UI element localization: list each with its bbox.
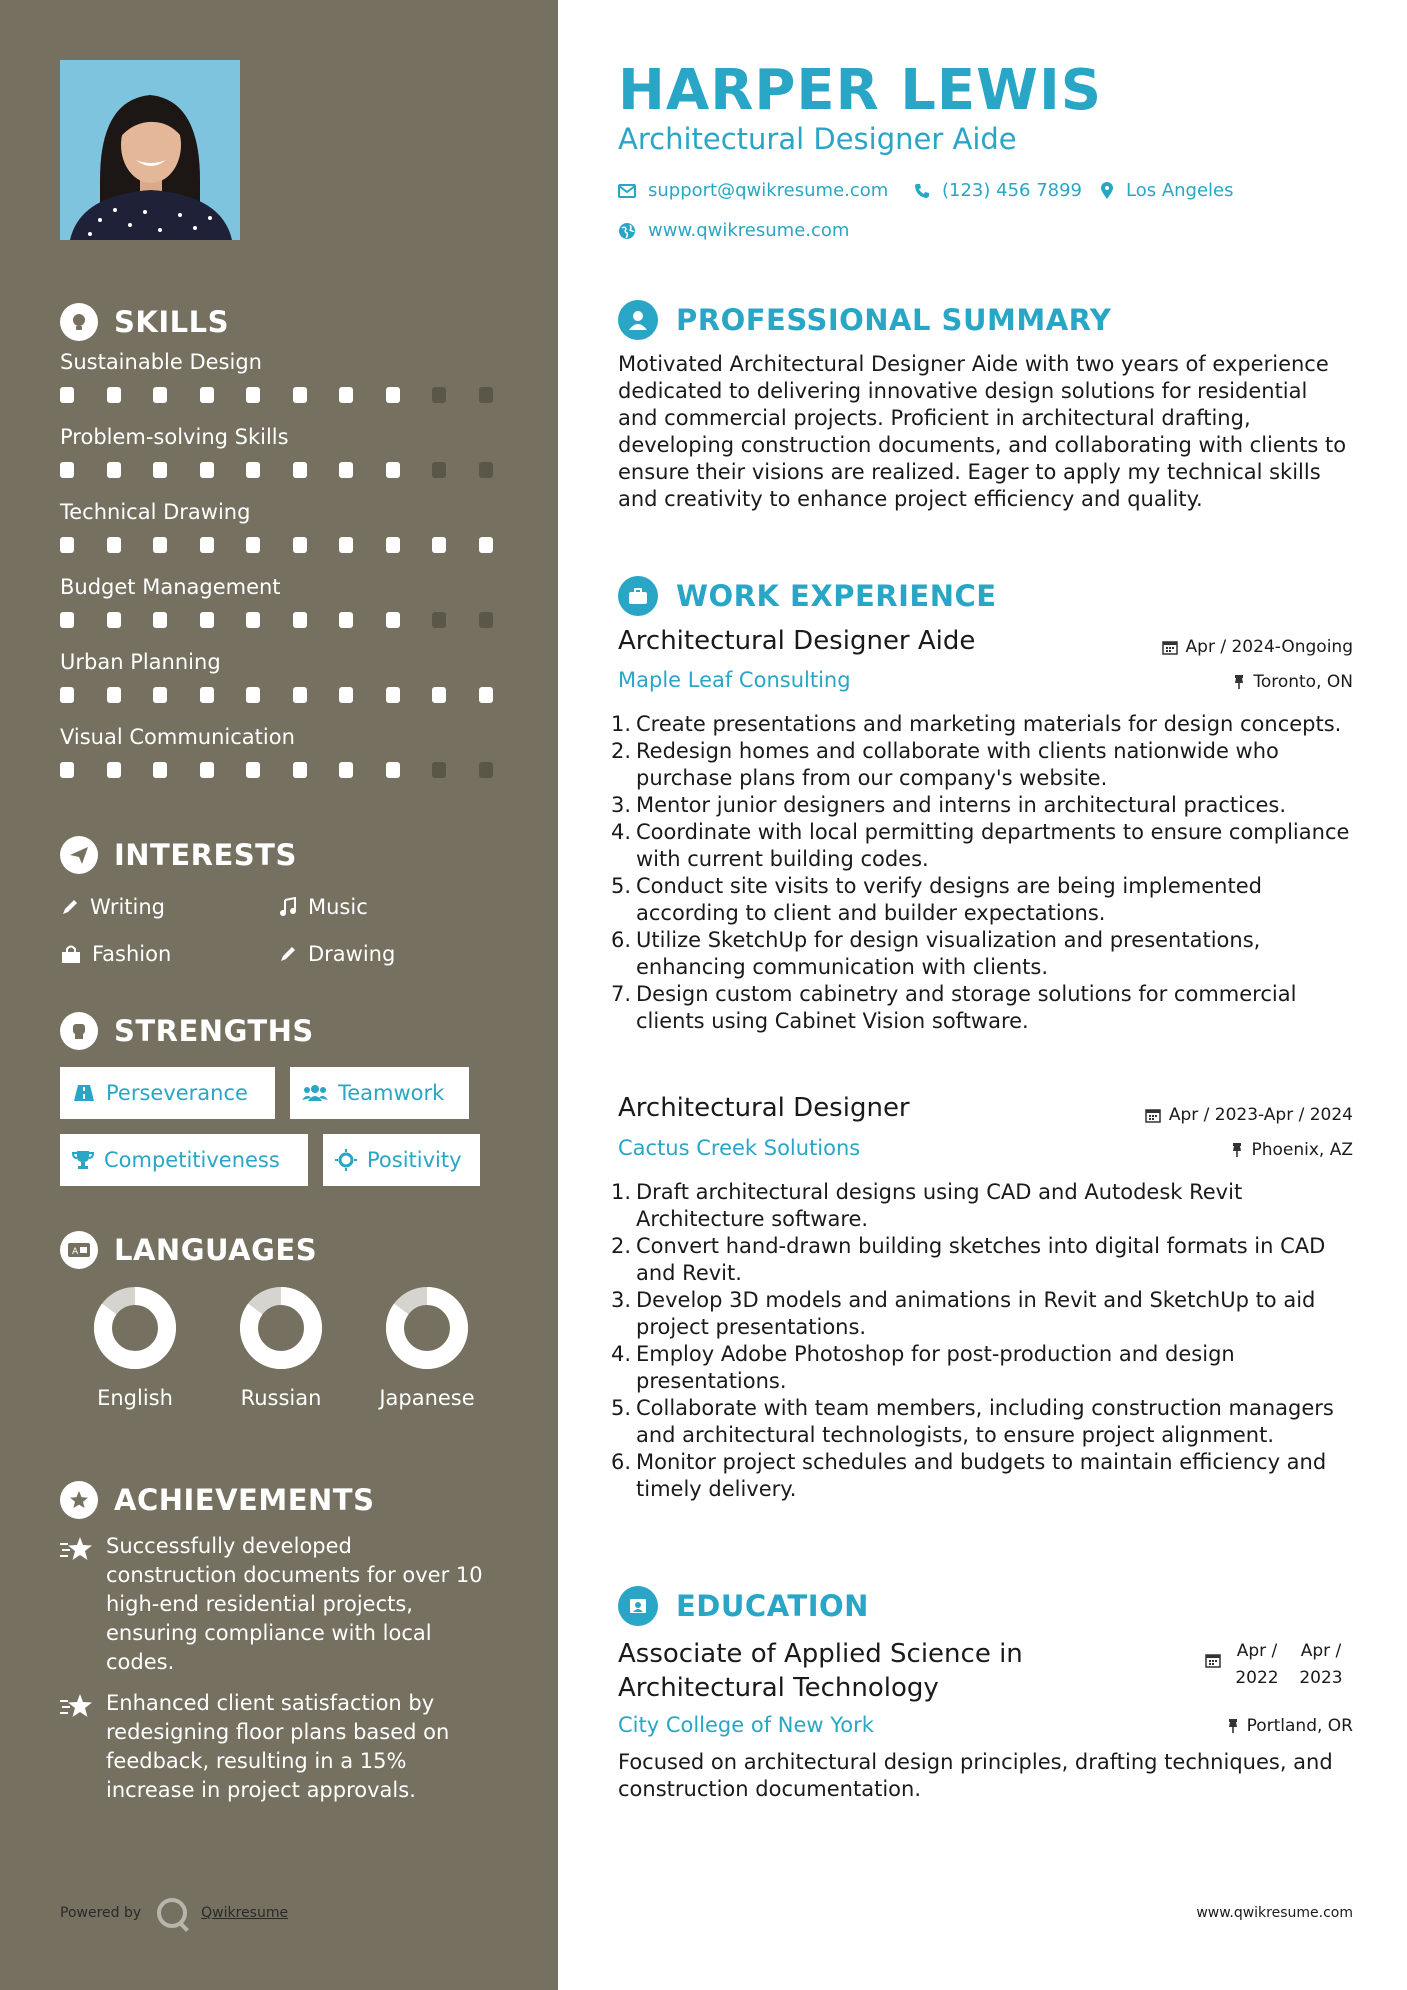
- job-title: Architectural Designer Aide: [618, 626, 976, 656]
- language-gauge: [385, 1286, 469, 1370]
- candidate-name: HARPER LEWIS: [618, 58, 1103, 123]
- job-bullet: Redesign homes and collaborate with clients nationwide who purchase plans from our company's website.: [636, 739, 1279, 790]
- skill-dot-filled: [200, 387, 214, 403]
- pushpin-icon: [1227, 1718, 1239, 1734]
- skill-dot-filled: [200, 612, 214, 628]
- calendar-icon: [1205, 1652, 1221, 1668]
- footer-url[interactable]: www.qwikresume.com: [1196, 1905, 1353, 1921]
- interests-heading: [60, 833, 500, 877]
- education-text: Focused on architectural design principles, drafting techniques, and construction documentation.: [618, 1750, 1333, 1801]
- job-bullet: Monitor project schedules and budgets to maintain efficiency and timely delivery.: [636, 1450, 1327, 1501]
- skill-rating: [60, 762, 500, 778]
- education-title: EDUCATION: [676, 1589, 869, 1623]
- job-bullet: Create presentations and marketing materials for design concepts.: [636, 712, 1342, 736]
- star-icon: [60, 1693, 94, 1719]
- users-icon: [302, 1083, 328, 1103]
- interests-title: INTERESTS: [114, 838, 297, 872]
- globe-icon: [618, 222, 636, 240]
- strength-label: Positivity: [367, 1148, 462, 1172]
- job-bullet: Employ Adobe Photoshop for post-production and design presentations.: [636, 1342, 1235, 1393]
- achievement-item: [60, 1532, 500, 1677]
- location-contact: [1100, 180, 1234, 201]
- experience-heading: [618, 576, 997, 616]
- job-bullets: [618, 1179, 1353, 1503]
- achievement-text: Enhanced client satisfaction by redesigning floor plans based on feedback, resulting in a 15% increase in project approvals.: [106, 1691, 450, 1802]
- achievements-list: [60, 1532, 500, 1805]
- skill-dot-filled: [246, 762, 260, 778]
- summary-heading: [618, 300, 1111, 340]
- job-bullet: Coordinate with local permitting departments to ensure compliance with current building codes.: [636, 820, 1350, 871]
- skill-dot-filled: [107, 762, 121, 778]
- languages-list: [60, 1286, 500, 1436]
- skill-dot-filled: [200, 537, 214, 553]
- star-badge-icon: [60, 1481, 98, 1519]
- skill-dot-filled: [60, 687, 74, 703]
- interest-label: Music: [308, 895, 368, 919]
- pushpin-icon: [1231, 1142, 1243, 1158]
- job-dates-text: Apr / 2023-Apr / 2024: [1168, 1105, 1353, 1125]
- skill-row: [60, 500, 500, 559]
- skill-dot-filled: [293, 462, 307, 478]
- summary-text: Motivated Architectural Designer Aide with two years of experience dedicated to delivering innovative design solutions for residential and commercial projects. Proficient in architectural drafting, developing construction documents, and collaborating with clients to ensure their visions are realized. Eager to apply my technical skills and creativity to enhance project efficiency and quality.: [618, 352, 1347, 511]
- job-dates: [1145, 1105, 1353, 1125]
- language-item: [60, 1286, 210, 1410]
- skill-rating: [60, 462, 500, 478]
- powered-by-link[interactable]: Qwikresume: [201, 1905, 289, 1921]
- skill-dot-filled: [60, 612, 74, 628]
- fist-icon: [60, 1012, 98, 1050]
- skills-section: [60, 300, 500, 784]
- job-dates: [1162, 637, 1353, 657]
- education-location-text: Portland, OR: [1246, 1716, 1353, 1736]
- job-bullets: [618, 711, 1353, 1035]
- skills-heading: [60, 300, 500, 344]
- skill-dot-filled: [246, 612, 260, 628]
- skill-dot-filled: [246, 387, 260, 403]
- education-location: [1227, 1716, 1353, 1736]
- strengths-section: [60, 1009, 500, 1207]
- job-bullet: Conduct site visits to verify designs are being implemented according to client and builder expectations.: [636, 874, 1262, 925]
- skill-dot-filled: [153, 462, 167, 478]
- skill-dot-empty: [479, 612, 493, 628]
- education-heading: [618, 1586, 869, 1626]
- powered-by-label: Powered by: [60, 1905, 142, 1921]
- interests-list: [60, 885, 500, 985]
- skill-dot-filled: [386, 762, 400, 778]
- interest-item: [278, 942, 395, 966]
- skill-dot-empty: [432, 387, 446, 403]
- phone-icon: [914, 183, 930, 199]
- graduation-icon: [618, 1586, 658, 1626]
- job-bullet: Convert hand-drawn building sketches into digital formats in CAD and Revit.: [636, 1234, 1326, 1285]
- interest-label: Fashion: [92, 942, 172, 966]
- pencil-icon: [60, 897, 80, 917]
- job-title: Architectural Designer: [618, 1093, 910, 1123]
- envelope-icon: [618, 184, 636, 198]
- skill-dot-filled: [386, 387, 400, 403]
- phone-contact[interactable]: [914, 180, 1082, 201]
- education-end: [1289, 1638, 1353, 1692]
- skill-dot-filled: [246, 537, 260, 553]
- skill-dot-filled: [293, 687, 307, 703]
- skill-dot-filled: [200, 687, 214, 703]
- skill-row: [60, 350, 500, 409]
- skill-row: [60, 425, 500, 484]
- location-text: Los Angeles: [1126, 180, 1234, 201]
- skill-name: Problem-solving Skills: [60, 425, 289, 449]
- job-location-text: Toronto, ON: [1253, 672, 1353, 692]
- achievement-item: [60, 1689, 500, 1805]
- skill-dot-filled: [246, 687, 260, 703]
- skill-dot-filled: [293, 762, 307, 778]
- job-bullet: Mentor junior designers and interns in architectural practices.: [636, 793, 1287, 817]
- skill-name: Urban Planning: [60, 650, 221, 674]
- job-location: [1233, 672, 1353, 692]
- skill-row: [60, 575, 500, 634]
- education-start-month: Apr /: [1236, 1641, 1278, 1661]
- skill-dot-filled: [153, 762, 167, 778]
- skill-dot-filled: [60, 762, 74, 778]
- sun-icon: [335, 1149, 357, 1171]
- pushpin-icon: [1233, 674, 1245, 690]
- skill-dot-empty: [479, 462, 493, 478]
- skill-dot-filled: [153, 612, 167, 628]
- interest-label: Drawing: [308, 942, 396, 966]
- experience-title: WORK EXPERIENCE: [676, 579, 997, 613]
- summary-title: PROFESSIONAL SUMMARY: [676, 303, 1112, 337]
- education-start: [1225, 1638, 1289, 1692]
- interest-item: [60, 895, 165, 919]
- skill-dot-empty: [432, 612, 446, 628]
- education-degree: Associate of Applied Science in Architectural Technology: [618, 1639, 1023, 1703]
- achievements-section: [60, 1478, 500, 1805]
- skills-title: SKILLS: [114, 305, 229, 339]
- email-contact[interactable]: [618, 180, 888, 201]
- achievement-text: Successfully developed construction documents for over 10 high-end residential projects, ensuring compliance with local codes.: [106, 1534, 483, 1674]
- skill-dot-empty: [479, 387, 493, 403]
- languages-heading: [60, 1228, 500, 1272]
- skill-dot-filled: [339, 762, 353, 778]
- strength-chip: [60, 1067, 275, 1119]
- skill-name: Budget Management: [60, 575, 281, 599]
- skill-dot-filled: [60, 387, 74, 403]
- education-start-year: 2022: [1235, 1668, 1279, 1688]
- language-card-icon: [60, 1231, 98, 1269]
- job-company: Maple Leaf Consulting: [618, 668, 851, 692]
- language-item: [206, 1286, 356, 1410]
- skill-dot-empty: [479, 762, 493, 778]
- website-text: www.qwikresume.com: [648, 220, 850, 241]
- qwikresume-logo-icon: [157, 1898, 187, 1928]
- skill-name: Sustainable Design: [60, 350, 262, 374]
- job-location: [1231, 1140, 1353, 1160]
- strength-label: Competitiveness: [104, 1148, 280, 1172]
- skill-dot-filled: [386, 462, 400, 478]
- lightbulb-icon: [60, 303, 98, 341]
- skills-list: [60, 350, 500, 784]
- skill-dot-filled: [153, 387, 167, 403]
- skill-dot-filled: [153, 687, 167, 703]
- skill-dot-filled: [107, 462, 121, 478]
- skill-dot-filled: [339, 462, 353, 478]
- sidebar: [0, 0, 558, 1990]
- job-bullet: Collaborate with team members, including construction managers and architectural technologists, to ensure project alignment.: [636, 1396, 1334, 1447]
- strength-chip: [290, 1067, 469, 1119]
- job-company: Cactus Creek Solutions: [618, 1136, 861, 1160]
- interest-item: [278, 895, 368, 919]
- skill-dot-filled: [386, 687, 400, 703]
- skill-row: [60, 725, 500, 784]
- skill-rating: [60, 612, 500, 628]
- strength-label: Teamwork: [338, 1081, 445, 1105]
- skill-dot-filled: [107, 687, 121, 703]
- skill-dot-filled: [293, 387, 307, 403]
- job-bullet: Develop 3D models and animations in Revit and SketchUp to aid project presentations.: [636, 1288, 1316, 1339]
- skill-dot-filled: [293, 537, 307, 553]
- skill-dot-filled: [246, 462, 260, 478]
- skill-dot-filled: [339, 687, 353, 703]
- education-dates: [1205, 1638, 1353, 1692]
- languages-title: LANGUAGES: [114, 1233, 318, 1267]
- skill-dot-empty: [432, 462, 446, 478]
- skill-dot-empty: [432, 762, 446, 778]
- strengths-list: [60, 1067, 500, 1207]
- language-gauge: [93, 1286, 177, 1370]
- strength-label: Perseverance: [106, 1081, 248, 1105]
- svg-text:A: A: [72, 1247, 79, 1257]
- job-dates-text: Apr / 2024-Ongoing: [1185, 637, 1353, 657]
- skill-name: Visual Communication: [60, 725, 295, 749]
- calendar-icon: [1145, 1107, 1161, 1123]
- language-name: Russian: [240, 1386, 322, 1410]
- skill-dot-filled: [339, 612, 353, 628]
- phone-text: (123) 456 7899: [942, 180, 1083, 201]
- strength-chip: [60, 1134, 308, 1186]
- candidate-role: Architectural Designer Aide: [618, 122, 1017, 156]
- skill-dot-filled: [339, 387, 353, 403]
- skill-dot-filled: [107, 387, 121, 403]
- skill-row: [60, 650, 500, 709]
- skill-dot-filled: [107, 537, 121, 553]
- skill-dot-filled: [479, 687, 493, 703]
- skill-dot-filled: [386, 537, 400, 553]
- user-icon: [618, 300, 658, 340]
- job-location-text: Phoenix, AZ: [1251, 1140, 1353, 1160]
- skill-dot-filled: [60, 537, 74, 553]
- strength-chip: [323, 1134, 480, 1186]
- interest-label: Writing: [90, 895, 165, 919]
- paper-plane-icon: [60, 836, 98, 874]
- education-end-month: Apr /: [1300, 1641, 1342, 1661]
- skill-rating: [60, 537, 500, 553]
- job-bullet: Utilize SketchUp for design visualization and presentations, enhancing communication with clients.: [636, 928, 1261, 979]
- job-bullet: Design custom cabinetry and storage solutions for commercial clients using Cabinet Vision software.: [636, 982, 1297, 1033]
- languages-section: [60, 1228, 500, 1436]
- skill-dot-filled: [200, 462, 214, 478]
- pencil-icon: [278, 944, 298, 964]
- skill-dot-filled: [386, 612, 400, 628]
- star-icon: [60, 1536, 94, 1562]
- interest-item: [60, 942, 171, 966]
- language-name: English: [97, 1386, 173, 1410]
- language-gauge: [239, 1286, 323, 1370]
- email-text: support@qwikresume.com: [648, 180, 889, 201]
- skill-dot-filled: [293, 612, 307, 628]
- shopping-bag-icon: [60, 944, 82, 964]
- strengths-title: STRENGTHS: [114, 1014, 314, 1048]
- powered-by: [60, 1898, 288, 1928]
- map-pin-icon: [1100, 182, 1114, 200]
- achievements-heading: [60, 1478, 500, 1522]
- skill-dot-filled: [479, 537, 493, 553]
- skill-dot-filled: [153, 537, 167, 553]
- language-item: [352, 1286, 502, 1410]
- calendar-icon: [1162, 639, 1178, 655]
- trophy-icon: [72, 1150, 94, 1170]
- language-name: Japanese: [379, 1386, 475, 1410]
- skill-dot-filled: [432, 687, 446, 703]
- job-bullet: Draft architectural designs using CAD and Autodesk Revit Architecture software.: [636, 1180, 1243, 1231]
- skill-dot-filled: [339, 537, 353, 553]
- strengths-heading: [60, 1009, 500, 1053]
- skill-dot-filled: [107, 612, 121, 628]
- achievements-title: ACHIEVEMENTS: [114, 1483, 375, 1517]
- skill-rating: [60, 687, 500, 703]
- skill-dot-filled: [60, 462, 74, 478]
- website-contact[interactable]: [618, 220, 849, 241]
- profile-photo: [60, 60, 240, 240]
- skill-dot-filled: [432, 537, 446, 553]
- education-end-year: 2023: [1299, 1668, 1343, 1688]
- interests-section: [60, 833, 500, 985]
- music-icon: [278, 897, 298, 917]
- education-school: City College of New York: [618, 1713, 874, 1737]
- skill-name: Technical Drawing: [60, 500, 251, 524]
- briefcase-icon: [618, 576, 658, 616]
- skill-dot-filled: [200, 762, 214, 778]
- road-icon: [72, 1083, 96, 1103]
- skill-rating: [60, 387, 500, 403]
